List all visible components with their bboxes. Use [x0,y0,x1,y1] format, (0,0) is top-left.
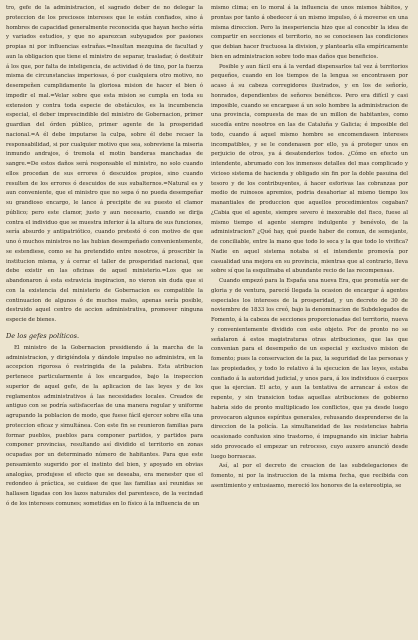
left-paragraphs-before-heading [6,4,203,326]
paragraph: tro, gefe de la administracion, el sagrado deber de no delegar la proteccion de los preciosos intereses que le están confiados, sino á hombres de capacidad generalmente reconocida que hayan hecho séria y variados estudios, y que no aparezcan subyugados por pasiones propias ni por influencias estrañas.=Insultan mezquina de facultad y aun la obligacion que tiene el ministro de separar, trasladar, ó destituir á los que, por falta de inteligencia, de actividad ó de tino, por la fuerza misma de circunstancias imperiosas, ó por cualquiera otro motivo, no desempeñen cumplidamente la gloriosa mision de hacer el bien ó impedir el mal.=Velar sobre que esta mision se cumpla en toda su extension y contra toda especie de obstáculos, es la incumbencia especial, el deber imprescindible del ministro de Gobernacion, primer guardian del órden público, primer agente de la prosperidad nacional.=A él debe imputarse la culpa, sobre él debe recaer la responsabilidad, si por cualquier motivo que sea, sobreviene la miseria inmundo andrajos, ó tremola el motin banderas manchadas de sangre.=De estos daños será responsable el ministro, no solo cuando ellos procedan de sus errores ó descuidos propios, sino cuando resulten de los errores ó descuidos de sus subalternos.=Natural es y aun conveniente, que el ministro que no sepa ó no pueda desempeñar su grandioso encargo, le lance á precipite de su puesto el clamor público; pero este clamor, justo y aun necesario, cuando se dirija contra el individuo que se muestra inferior á la altura de sus funciones, sería absurdo y antipatriótico, cuando pretestó ó con motivo de que uno ó muchos ministros no las hubian desempeñado convenientemente, se estendiese, como se ha pretendido entre nosotros, á proscribir la institucion misma, y á cerrar el taller de prosperidad nacional, que debe existir en las oficinas de aquel ministerio.=Los que se abandonaron á esta estravicia inspiracion, no vieron sin duda que si con la existencia del ministerio de Gobernacion es compatible la continuacion de algunos ó de muchos males, apenas sería posible, destruido aquel centro de accion administrativa, promover ninguna especie de bienes. [6,5,203,323]
right-paragraphs [211,4,408,492]
paragraph: Posible y aun fácil era á la verdad dispensarlos tal vez á territorios pequeños, cuando en los tiempos de la lengua se encontrasen por acaso á su cabeza corregidores ilustrados, y en los de señorío, honrados, dependientes de señores benéficos. Pero era difícil y casi imposible, cuando se encargase á un solo hombre la administracion de una provincia, compuesta de mas de un millon de habitantes, como sucedía entre nosotros en las de Cataluña y Galicia; é imposible del todo, cuando á aquel mismo hombre se encomendasen intereses incompatibles, y se le condenasen por ello, ya á proteger unos en perjuicio de otros, ya á desatenderlos todos. ¿Cómo en efecto un intendente, abrumado con los inmensos detalles del mas complicado y vicioso sistema de hacienda y obligado sin fin por la doble pasuina del tesoro y de los contribuyentes, á hacer esforivas las cobranzas por medio de ruinosos apremios, podria desahoriar al mismo tiempo los manantiales de produccion que aquellos procedimientos cegaban? ¿Cabia que el agente, siempre severo é inexorable del fisco, fuese al mismo tiempo el agente siempre indulgente y benévolo, de la administracion? ¿Qué hay, qué puede haber de comun, de semejante, de conciliable, entre la mano que todo lo seca y la que todo lo vivifica? Nadie en aquel sistema notaba si el intendente promovía por casualidad una mejora en su provincia, mientras que al contrario, lleva sobre sí que la esquilmaba el abundante recio de las recompensas. [211,63,408,275]
right-column [211,4,408,640]
paragraph: mismo clima; en lo moral á la influencia de unos mismos hábitos, y prontas por tanto á obedecer á un mismo impulso, ó á moverse en una misma direccion. Pero la inesperiencia hizo que al concebir la idea de compartir en secciones el territorio, no se conociesen las condiciones que debian hacer fructuosa la division, y plantearla ella empíricamente bien en administracion sobre todo mas daños que beneficios. [211,5,408,60]
left-column [6,4,203,640]
section-heading: De los gefes políticos. [6,331,80,340]
left-paragraphs-after-heading [6,344,203,510]
paragraph: El ministro de la Gobernacion presidiendo á la marcha de la administracion, y dirigiéndola y dándole impulso no administra, en la accepcion rigorosa ó restringida de la palabra. Esta atribucion pertenece particularmente á los encargados, bajo la inspeccion superior de aquel gefe, de la aplicacion de las leyes y de los reglamentos administrativos á las necesidades locales. Creados de antiguo con se podría satisfacerlas de una manera regular y uniforme agrupando la poblacion de modo, que fuese fácil ejercer sobre ella una proteccion eficaz y simultánea. Con este fin se reunieron familias para formar pueblos, pueblos para componer partidos, y partidos para componer provincias, resultando así dividido el territorio en zonas ocupadas por un determinado número de habitantes. Para que este pensamiento sugerido por el instinto del bien, y apoyado en obvias analogías, produjese el efecto que se deseaba, era menester que el redondeo á práctica, se cuidase de que las familias así reunidas se hallasen ligadas con los lazos naturales del parentesco, de la vecindad ó de los intereses comunes; sometidas en lo físico á la influencia de un [6,344,203,507]
paragraph: Así, al por el decreto de creacion de las subdelegaciones de fomento, ni por la instruccion de la misma fecha, que recibida con asentimiento y entusiasmo, mereció los honores de la estereotipia, se [211,463,408,489]
paragraph: Cuando empezó para la España una nueva Era, que prometía ser de gloria y de ventura, pareció llegada la ocasion de encargar á agentes especiales los intereses de la prosperidad, y un decreto de 30 de noviembre de 1833 los creó, bajo la denominacion de Subdelegados de Fomento, á la cabeza de secciones proporcionadas del territorio, nueva y convenientemente dividido con este objeto. Por de pronto no se señalaron á estos magistraturas otras atribuciones, que las que convenian para el desempeño de un especial y exclusivo mision de fomento; pues la conservacion de la paz, la seguridad de las personas y las propiedades, y todo lo relativo á la ejecucion de las leyes, estaba confiado á la autoridad judicial, y unos para, á los individuos ó cuerpos que la ejercian. El acto, y aun la tentativa de arrancar á estos de repente, y sin transicion todas aquellas atribuciones de gobierno habria sido de pronto multiplicado los conflictos, que ya desde luego provocaron algunos espíritus generales, rehusando desprenderse de la direccion de la policía. La simultaneidad de las resistencias habria ocasionado confusion sino trastorno, é impugnando sin iniciar habria sido provocado el empezar un retroceso, cuyo auxero anunció desde luego borrascas. [211,278,408,460]
